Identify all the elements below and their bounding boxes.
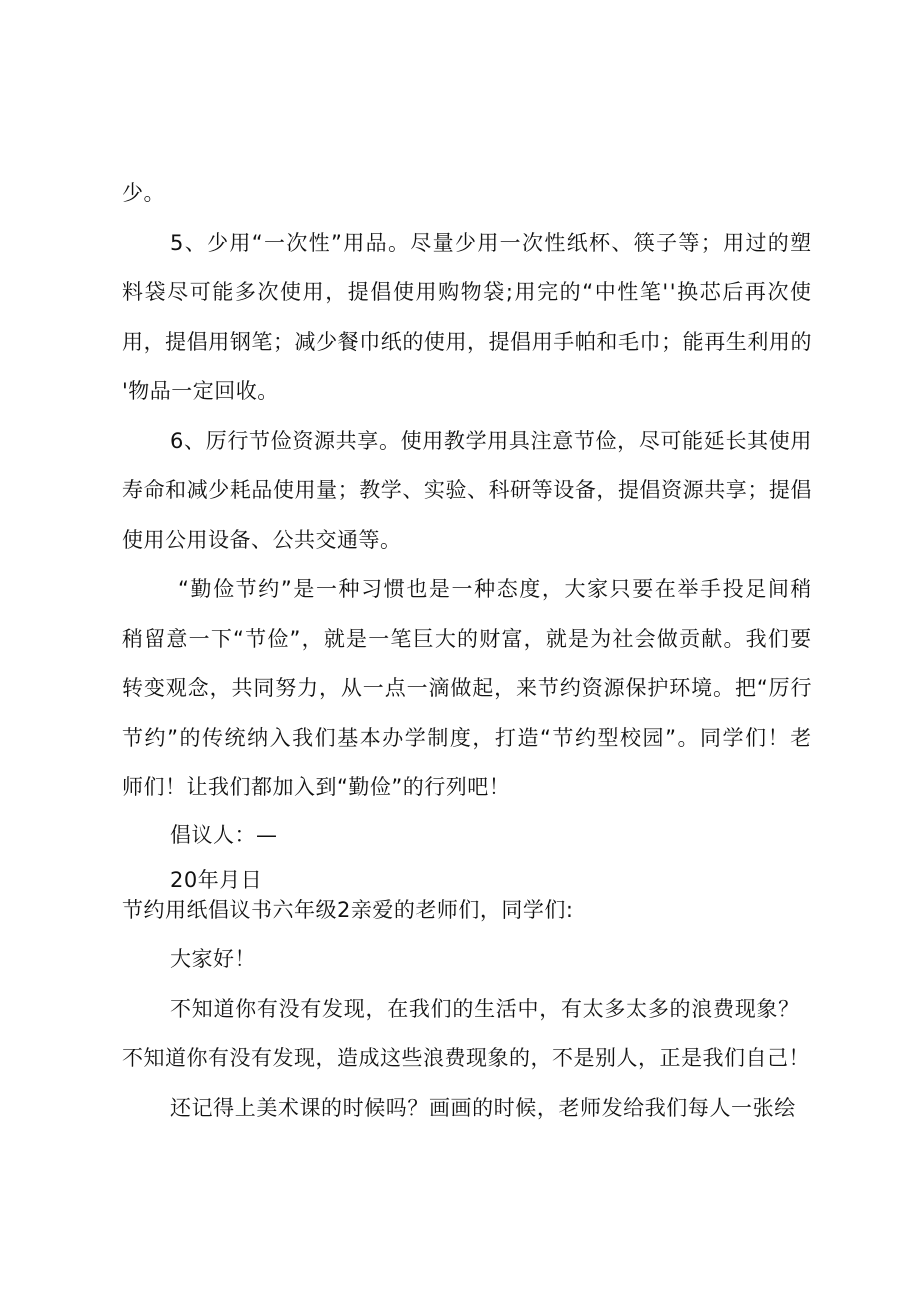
text-line-13: 师们！让我们都加入到“勤俭”的行列吧！	[122, 775, 511, 799]
text-line-20: 还 记 得 上 美 术 课 的 时 候 吗 ？ 画 画 的 时 候 ， 老 师 发 给 我 们 每 人 一 张 绘	[170, 1096, 796, 1120]
text-line-19: 不 知 道 你 有 没 有 发 现 ， 造 成 这 些 浪 费 现 象 的 ， 不 是 别 人 ， 正 是 我 们 自 己 ！	[122, 1046, 810, 1070]
text-line-1: 少。	[122, 181, 165, 205]
text-line-6: 6 、 厉 行 节 俭 资 源 共 享 。 使 用 教 学 用 具 注 意 节 俭 ， 尽 可 能 延 长 其 使 用	[170, 429, 812, 453]
text-line-10: 稍 留 意 一 下 “ 节 俭 ” ， 就 是 一 笔 巨 大 的 财 富 ， 就 是 为 社 会 做 贡 献 。 我 们 要	[122, 627, 812, 651]
proposer-line: 倡议人：—	[170, 823, 278, 847]
text-line-7: 寿 命 和 减 少 耗 品 使 用 量 ； 教 学 、 实 验 、 科 研 等 设 备 ， 提 倡 资 源 共 享 ； 提 倡	[122, 478, 812, 502]
text-line-11: 转 变 观 念 ， 共 同 努 力 ， 从 一 点 一 滴 做 起 ， 来 节 约 资 源 保 护 环 境 。 把 “ 厉 行	[122, 676, 812, 700]
date-line: 20年月日	[170, 868, 263, 892]
text-line-9: “ 勤 俭 节 约 ” 是 一 种 习 惯 也 是 一 种 态 度 ， 大 家 只 要 在 举 手 投 足 间 稍	[178, 577, 812, 601]
greeting-line: 大家好！	[170, 947, 256, 971]
text-line-12: 节 约 ” 的 传 统 纳 入 我 们 基 本 办 学 制 度 ， 打 造 “ 节 约 型 校 园 ” 。 同 学 们 ！ 老	[122, 726, 812, 750]
text-line-4: 用 ， 提 倡 用 钢 笔 ； 减 少 餐 巾 纸 的 使 用 ， 提 倡 用 手 帕 和 毛 巾 ； 能 再 生 利 用 的	[122, 330, 812, 354]
text-line-18: 不 知 道 你 有 没 有 发 现 ， 在 我 们 的 生 活 中 ， 有 太 多 太 多 的 浪 费 现 象 ？	[170, 997, 800, 1021]
text-line-2: 5 、 少 用 “ 一 次 性 ” 用 品 。 尽 量 少 用 一 次 性 纸 杯 、 筷 子 等 ； 用 过 的 塑	[170, 231, 812, 255]
text-line-8: 使用公用设备、公共交通等。	[122, 528, 402, 552]
text-line-3: 料 袋 尽 可 能 多 次 使 用 ， 提 倡 使 用 购 物 袋 ; 用 完 的 “ 中 性 笔 ' ' 换 芯 后 再 次 使	[122, 280, 812, 304]
heading-line: 节约用纸倡议书六年级2亲爱的老师们，同学们:	[122, 898, 574, 922]
text-line-5: '物品一定回收。	[122, 379, 279, 403]
